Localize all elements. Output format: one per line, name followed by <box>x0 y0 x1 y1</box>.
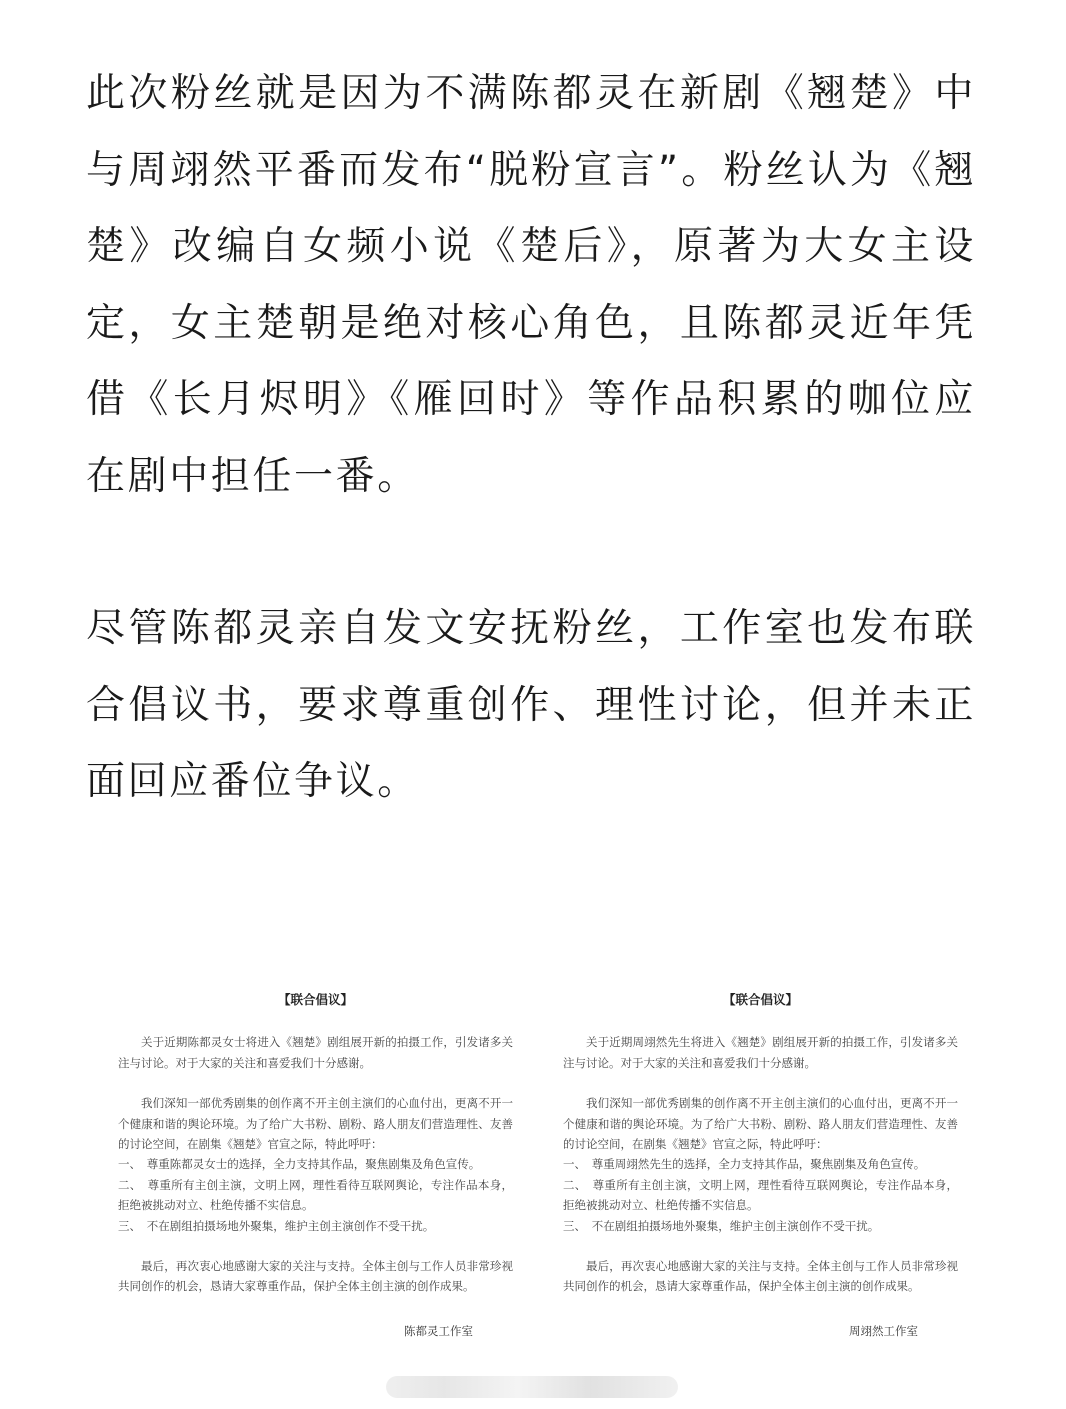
article-paragraph-2: 尽管陈都灵亲自发文安抚粉丝，工作室也发布联合倡议书，要求尊重创作、理性讨论，但并未正面回应番位争议。 <box>86 606 976 804</box>
statement-spacer <box>118 1236 513 1256</box>
statement-document-chen <box>118 980 513 1341</box>
statement-title: 【联合倡议】 <box>277 992 353 1007</box>
article-body <box>86 56 976 821</box>
statement-closing: 最后，再次衷心地感谢大家的关注与支持。全体主创与工作人员非常珍视共同创作的机会，恳请大家尊重作品，保护全体主创主演的创作成果。 <box>118 1259 513 1294</box>
statement-item-2: 二、 尊重所有主创主演，文明上网，理性看待互联网舆论，专注作品本身，拒绝被挑动对立、杜绝传播不实信息。 <box>118 1177 513 1213</box>
statement-spacer <box>118 1073 513 1093</box>
statement-intro: 关于近期陈都灵女士将进入《翘楚》剧组展开新的拍摄工作，引发诸多关注与讨论。对于大家的关注和喜爱我们十分感谢。 <box>118 1035 513 1070</box>
statement-signature: 陈都灵工作室 <box>404 1323 473 1338</box>
statement-item-1: 一、 尊重陈都灵女士的选择，全力支持其作品，聚焦剧集及角色宣传。 <box>118 1157 481 1172</box>
embedded-document-image[interactable] <box>0 980 1066 1350</box>
article-paragraph-1: 此次粉丝就是因为不满陈都灵在新剧《翘楚》中与周翊然平番而发布“脱粉宣言”。粉丝认为《翘楚》改编自女频小说《楚后》，原著为大女主设定，女主楚朝是绝对核心角色，且陈都灵近年凭借《长月烬明》《雁回时》等作品积累的咖位应在剧中担任一番。 <box>86 71 976 499</box>
statement-item-2: 二、 尊重所有主创主演，文明上网，理性看待互联网舆论，专注作品本身，拒绝被挑动对立、杜绝传播不实信息。 <box>563 1177 958 1213</box>
statement-spacer <box>563 1236 958 1256</box>
statement-spacer <box>563 1073 958 1093</box>
statement-body: 我们深知一部优秀剧集的创作离不开主创主演们的心血付出，更离不开一个健康和谐的舆论环境。为了给广大书粉、剧粉、路人朋友们营造理性、友善的讨论空间，在剧集《翘楚》官宣之际，特此呼吁： <box>118 1096 513 1152</box>
statement-title: 【联合倡议】 <box>722 992 798 1007</box>
paragraph-spacer <box>86 515 976 591</box>
statement-body: 我们深知一部优秀剧集的创作离不开主创主演们的心血付出，更离不开一个健康和谐的舆论环境。为了给广大书粉、剧粉、路人朋友们营造理性、友善的讨论空间，在剧集《翘楚》官宣之际，特此呼吁： <box>563 1096 958 1152</box>
blurred-watermark <box>386 1376 678 1398</box>
statement-signature: 周翊然工作室 <box>849 1323 918 1338</box>
statement-item-1: 一、 尊重周翊然先生的选择，全力支持其作品，聚焦剧集及角色宣传。 <box>563 1157 926 1172</box>
statement-document-zhou <box>563 980 958 1341</box>
statement-item-3: 三、 不在剧组拍摄场地外聚集，维护主创主演创作不受干扰。 <box>118 1218 435 1233</box>
statement-intro: 关于近期周翊然先生将进入《翘楚》剧组展开新的拍摄工作，引发诸多关注与讨论。对于大家的关注和喜爱我们十分感谢。 <box>563 1035 958 1070</box>
statement-item-3: 三、 不在剧组拍摄场地外聚集，维护主创主演创作不受干扰。 <box>563 1218 880 1233</box>
statement-closing: 最后，再次衷心地感谢大家的关注与支持。全体主创与工作人员非常珍视共同创作的机会，恳请大家尊重作品，保护全体主创主演的创作成果。 <box>563 1259 958 1294</box>
